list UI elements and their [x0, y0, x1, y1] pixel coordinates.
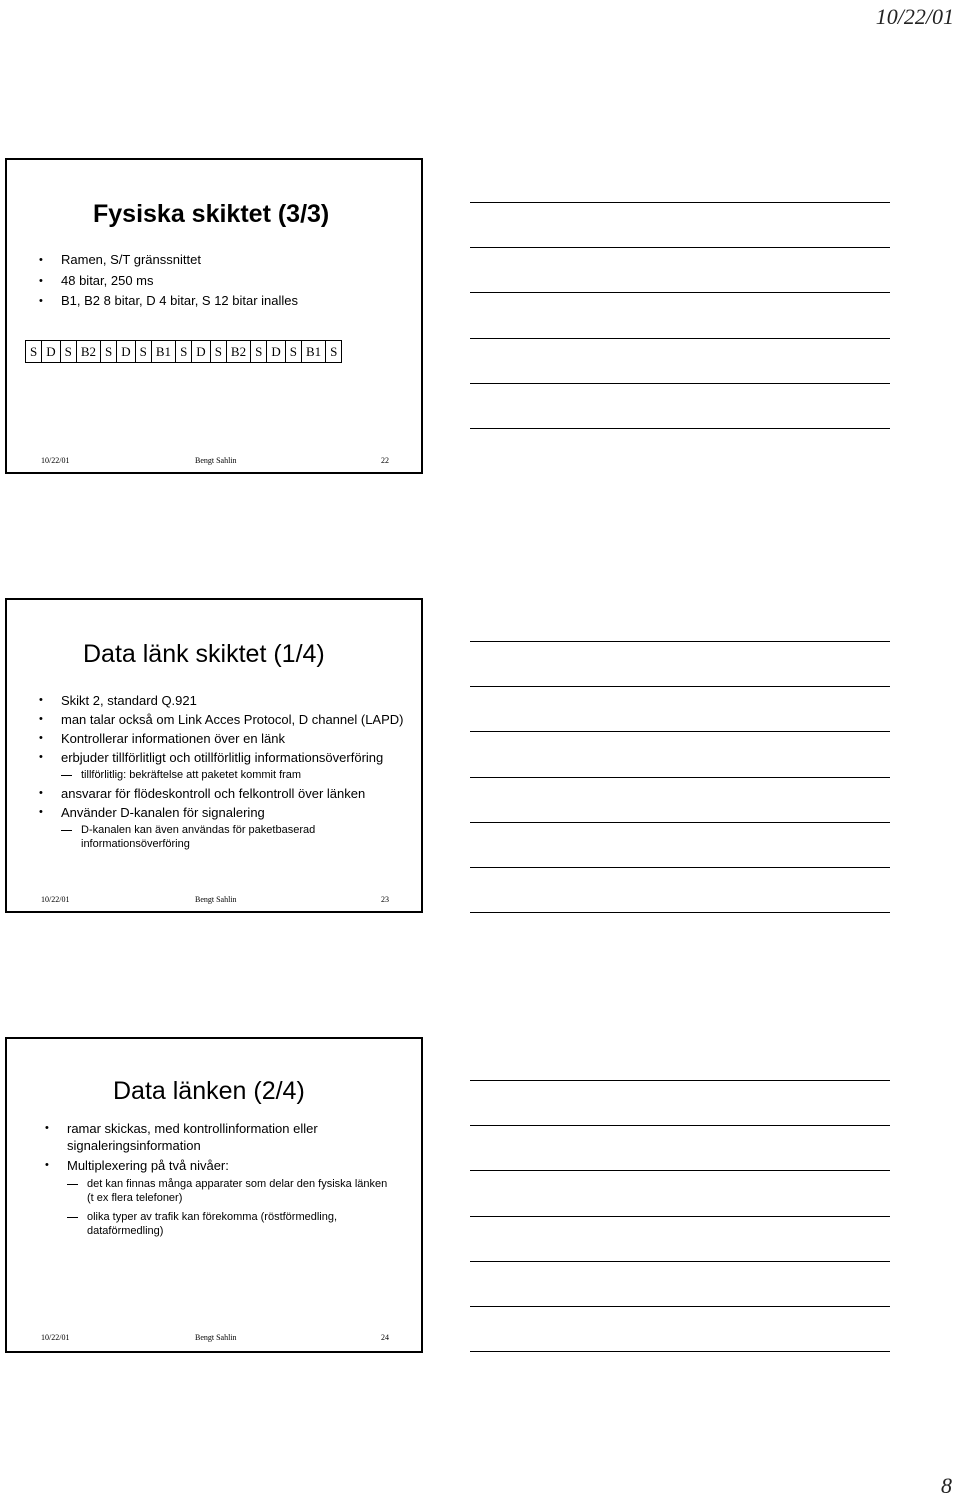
st-frame-table: [25, 340, 342, 363]
frame-cell: S: [60, 341, 76, 363]
slide-footer: [41, 456, 389, 468]
frame-cell: B2: [226, 341, 250, 363]
bullet-item: • Kontrollerar informationen över en länk: [39, 730, 405, 747]
bullet-item: • ramar skickas, med kontrollinformation eller signaleringsinformation: [45, 1120, 395, 1154]
note-line: [470, 428, 890, 429]
footer-author: Bengt Sahlin: [195, 1333, 237, 1342]
slide-data-lank-skiktet: [5, 598, 423, 913]
frame-cell: S: [210, 341, 226, 363]
footer-date: 10/22/01: [41, 1333, 70, 1342]
note-line: [470, 202, 890, 203]
note-line: [470, 292, 890, 293]
note-line: [470, 383, 890, 384]
frame-cell: S: [101, 341, 117, 363]
slide-data-lanken: [5, 1037, 423, 1353]
sub-bullet-item: D-kanalen kan även användas för paketbaserad informationsöverföring: [39, 823, 405, 851]
slide-title: Data länken (2/4): [113, 1077, 305, 1105]
note-line: [470, 686, 890, 687]
note-line: [470, 867, 890, 868]
bullet-item: • Ramen, S/T gränssnittet: [39, 252, 409, 268]
bullet-item: • man talar också om Link Acces Protocol, D channel (LAPD): [39, 711, 405, 728]
frame-cell: S: [251, 341, 267, 363]
footer-slide-number: 24: [381, 1333, 389, 1342]
sub-bullet-item: olika typer av trafik kan förekomma (röstförmedling, dataförmedling): [45, 1210, 395, 1238]
note-line: [470, 1351, 890, 1352]
bullet-item: • Multiplexering på två nivåer:: [45, 1157, 395, 1174]
footer-author: Bengt Sahlin: [195, 456, 237, 465]
note-line: [470, 641, 890, 642]
bullet-item: • Använder D-kanalen för signalering: [39, 804, 405, 821]
sub-bullet-item: det kan finnas många apparater som delar den fysiska länken (t ex flera telefoner): [45, 1177, 395, 1205]
page-number: 8: [941, 1473, 952, 1498]
note-line: [470, 1170, 890, 1171]
slide-footer: [41, 895, 389, 907]
note-line: [470, 822, 890, 823]
slide-title: Fysiska skiktet (3/3): [93, 200, 330, 228]
frame-cell: D: [42, 341, 60, 363]
frame-cell: B1: [301, 341, 325, 363]
bullet-item: • 48 bitar, 250 ms: [39, 273, 409, 289]
slide-footer: [41, 1333, 389, 1345]
bullet-list: [39, 692, 405, 854]
frame-cell: D: [117, 341, 135, 363]
page-date: 10/22/01: [875, 4, 954, 29]
bullet-item: • B1, B2 8 bitar, D 4 bitar, S 12 bitar inalles: [39, 293, 409, 309]
frame-cell: B1: [151, 341, 175, 363]
bullet-item: • erbjuder tillförlitligt och otillförlitlig informationsöverföring: [39, 749, 405, 766]
frame-cell: S: [285, 341, 301, 363]
note-line: [470, 731, 890, 732]
footer-date: 10/22/01: [41, 895, 70, 904]
note-line: [470, 1080, 890, 1081]
note-line: [470, 912, 890, 913]
bullet-item: • Skikt 2, standard Q.921: [39, 692, 405, 709]
frame-cell: S: [26, 341, 42, 363]
bullet-list: [39, 252, 409, 314]
note-line: [470, 338, 890, 339]
footer-date: 10/22/01: [41, 456, 70, 465]
frame-cell: S: [135, 341, 151, 363]
note-line: [470, 777, 890, 778]
footer-slide-number: 23: [381, 895, 389, 904]
footer-author: Bengt Sahlin: [195, 895, 237, 904]
footer-slide-number: 22: [381, 456, 389, 465]
bullet-list: [45, 1120, 395, 1243]
note-line: [470, 1216, 890, 1217]
frame-cell: B2: [76, 341, 100, 363]
slide-title: Data länk skiktet (1/4): [83, 640, 325, 668]
frame-cell: S: [326, 341, 342, 363]
frame-cell: S: [176, 341, 192, 363]
slide-fysiska-skiktet: [5, 158, 423, 474]
note-line: [470, 1261, 890, 1262]
bullet-item: • ansvarar för flödeskontroll och felkontroll över länken: [39, 785, 405, 802]
frame-cell: D: [267, 341, 285, 363]
note-line: [470, 1125, 890, 1126]
note-line: [470, 1306, 890, 1307]
frame-cell: D: [192, 341, 210, 363]
sub-bullet-item: tillförlitlig: bekräftelse att paketet kommit fram: [39, 768, 405, 782]
note-line: [470, 247, 890, 248]
